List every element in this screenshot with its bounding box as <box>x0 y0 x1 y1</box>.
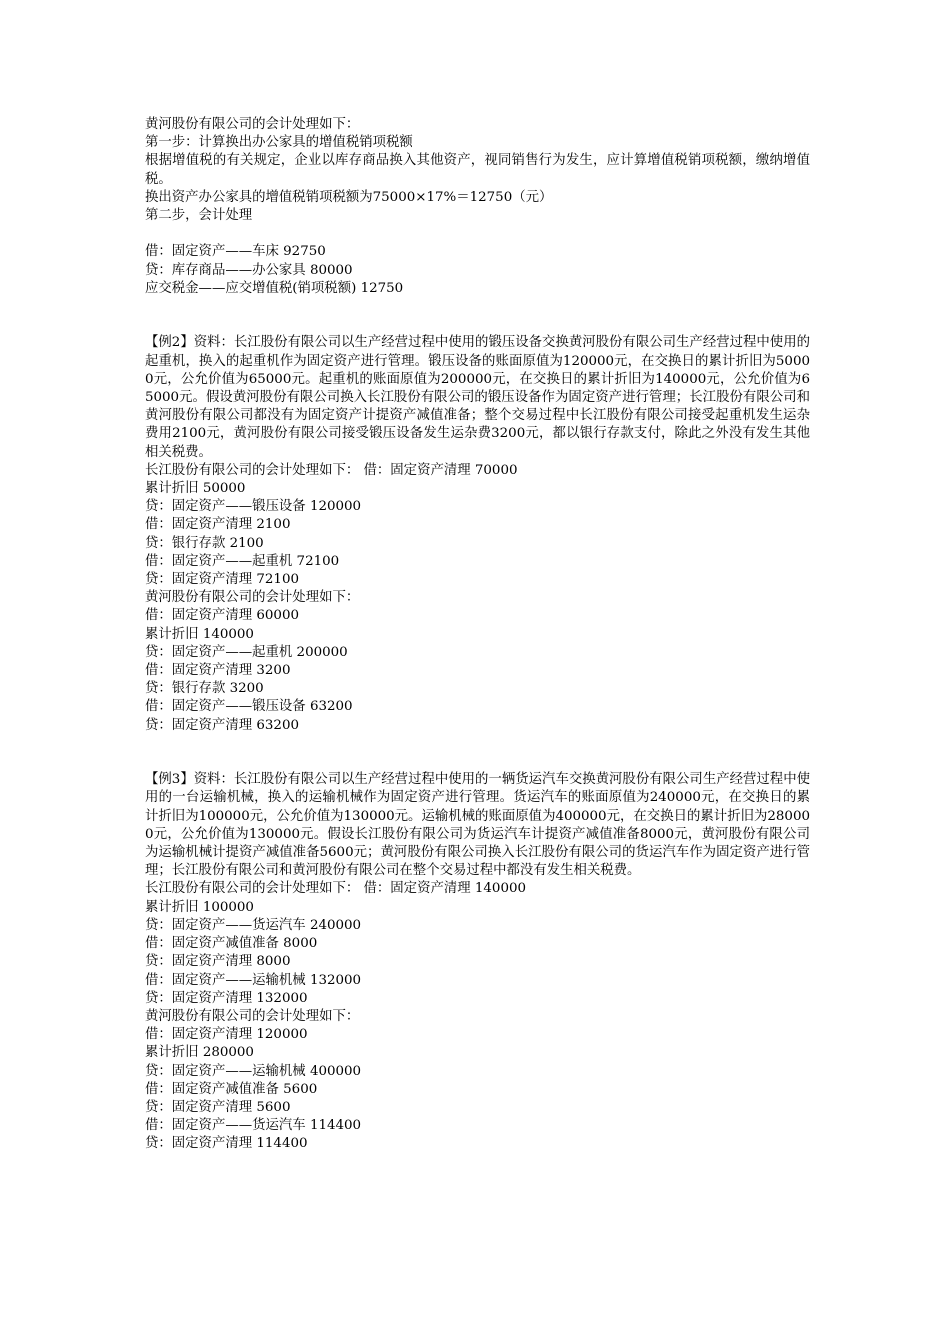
journal-entry: 贷：银行存款 3200 <box>145 681 264 697</box>
spacer <box>145 298 810 334</box>
huanghe-heading: 黄河股份有限公司的会计处理如下： <box>145 1008 360 1024</box>
journal-entry: 贷：固定资产清理 8000 <box>145 954 291 970</box>
journal-entry: 贷：库存商品——办公家具 80000 <box>145 262 353 278</box>
example-2 <box>145 334 810 734</box>
huanghe-heading: 黄河股份有限公司的会计处理如下： <box>145 590 360 606</box>
vat-rule-paragraph: 根据增值税的有关规定，企业以库存商品换入其他资产，视同销售行为发生，应计算增值税销项税额，缴纳增值税。 <box>145 153 810 187</box>
journal-entry: 借：固定资产——起重机 72100 <box>145 553 340 569</box>
journal-entry: 借：固定资产清理 3200 <box>145 663 291 679</box>
journal-entry: 贷：固定资产——运输机械 400000 <box>145 1063 362 1079</box>
example-2-text: 【例2】资料：长江股份有限公司以生产经营过程中使用的锻压设备交换黄河股份有限公司生产经营过程中使用的起重机，换入的起重机作为固定资产进行管理。锻压设备的账面原值为120000元，在交换日的累计折旧为50000元，公允价值为65000元。起重机的账面原值为200000元，在交换日的累计折旧为140000元，公允价值为65000元。假设黄河股份有限公司换入长江股份有限公司的锻压设备作为固定资产进行管理；长江股份有限公司和黄河股份有限公司都没有为固定资产计提资产减值准备；整个交易过程中长江股份有限公司接受起重机发生运杂费用2100元，黄河股份有限公司接受锻压设备发生运杂费3200元，都以银行存款支付，除此之外没有发生其他相关税费。 <box>145 335 810 460</box>
journal-entry: 贷：固定资产清理 72100 <box>145 572 299 588</box>
journal-entry: 累计折旧 100000 <box>145 899 254 915</box>
journal-entry: 应交税金——应交增值税(销项税额) 12750 <box>145 280 404 296</box>
journal-entry: 借：固定资产——货运汽车 114400 <box>145 1118 362 1134</box>
journal-entry: 累计折旧 140000 <box>145 626 254 642</box>
journal-entry: 贷：固定资产——锻压设备 120000 <box>145 499 362 515</box>
changjiang-heading: 长江股份有限公司的会计处理如下： 借：固定资产清理 70000 <box>145 462 518 478</box>
example-3 <box>145 771 810 1153</box>
journal-entry: 贷：固定资产——货运汽车 240000 <box>145 917 362 933</box>
step-1: 第一步：计算换出办公家具的增值税销项税额 <box>145 135 413 151</box>
journal-entry: 贷：固定资产——起重机 200000 <box>145 644 348 660</box>
journal-entry: 贷：固定资产清理 5600 <box>145 1099 291 1115</box>
section-1 <box>145 116 810 298</box>
example-3-text: 【例3】资料：长江股份有限公司以生产经营过程中使用的一辆货运汽车交换黄河股份有限公司生产经营过程中使用的一台运输机械，换入的运输机械作为固定资产进行管理。货运汽车的账面原值为240000元，在交换日的累计折旧为100000元，公允价值为130000元。运输机械的账面原值为400000元，在交换日的累计折旧为280000元，公允价值为130000元。假设长江股份有限公司为货运汽车计提资产减值准备8000元，黄河股份有限公司为运输机械计提资产减值准备5600元；黄河股份有限公司换入长江股份有限公司的货运汽车作为固定资产进行管理；长江股份有限公司和黄河股份有限公司在整个交易过程中都没有发生相关税费。 <box>145 772 810 879</box>
journal-entry: 借：固定资产减值准备 5600 <box>145 1081 318 1097</box>
journal-entry: 贷：固定资产清理 63200 <box>145 717 299 733</box>
document-page <box>145 116 810 1154</box>
vat-calculation: 换出资产办公家具的增值税销项税额为75000×17%＝12750（元） <box>145 189 553 205</box>
journal-entry: 累计折旧 280000 <box>145 1045 254 1061</box>
journal-entry: 借：固定资产——车床 92750 <box>145 244 326 260</box>
journal-entry: 借：固定资产清理 120000 <box>145 1027 308 1043</box>
section-1-heading: 黄河股份有限公司的会计处理如下： <box>145 117 360 132</box>
journal-entry: 累计折旧 50000 <box>145 481 246 497</box>
journal-entry: 借：固定资产——运输机械 132000 <box>145 972 362 988</box>
journal-entry: 借：固定资产减值准备 8000 <box>145 936 318 952</box>
changjiang-heading: 长江股份有限公司的会计处理如下： 借：固定资产清理 140000 <box>145 881 527 897</box>
journal-entry: 借：固定资产——锻压设备 63200 <box>145 699 353 715</box>
journal-entry: 借：固定资产清理 2100 <box>145 517 291 533</box>
spacer <box>145 735 810 771</box>
journal-entry: 贷：固定资产清理 132000 <box>145 990 308 1006</box>
spacer <box>145 225 810 243</box>
journal-entry: 贷：固定资产清理 114400 <box>145 1136 308 1152</box>
journal-entry: 贷：银行存款 2100 <box>145 535 264 551</box>
step-2: 第二步，会计处理 <box>145 208 253 224</box>
journal-entry: 借：固定资产清理 60000 <box>145 608 299 624</box>
